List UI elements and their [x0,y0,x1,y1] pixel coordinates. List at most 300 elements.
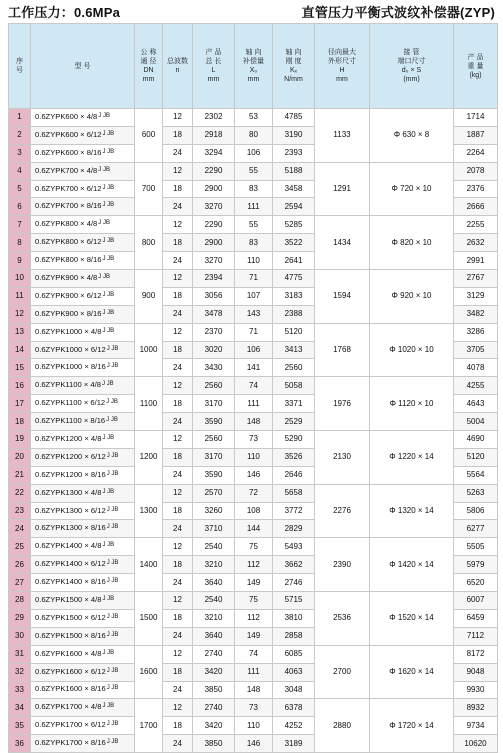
row-number: 19 [9,431,31,449]
axial-compensation: 75 [235,592,273,610]
wave-count: 12 [163,109,193,127]
model-suffix: J JB [106,560,119,567]
row-number: 11 [9,287,31,305]
model-name: 0.6ZYPK1300 × 6/12 [35,505,106,515]
row-number: 3 [9,144,31,162]
total-length: 3850 [193,681,235,699]
total-length: 3850 [193,735,235,753]
model-name: 0.6ZYPK1500 × 6/12 [35,612,106,622]
total-length: 2290 [193,162,235,180]
wave-count: 24 [163,413,193,431]
model-cell [31,663,135,681]
axial-stiffness: 6085 [273,645,315,663]
pipe-end-size: Φ 630 × 8 [370,109,454,163]
nominal-diameter: 1300 [135,484,163,538]
model-cell [31,252,135,270]
nominal-diameter: 1400 [135,538,163,592]
total-length: 2740 [193,699,235,717]
axial-stiffness: 3772 [273,502,315,520]
model-cell [31,681,135,699]
axial-compensation: 108 [235,502,273,520]
wave-count: 12 [163,216,193,234]
model-name: 0.6ZYPK1000 × 6/12 [35,344,106,354]
nominal-diameter: 1000 [135,323,163,377]
pipe-end-size: Φ 1620 × 14 [370,645,454,699]
axial-compensation: 110 [235,448,273,466]
model-suffix: J JB [106,345,119,352]
total-length: 3170 [193,395,235,413]
pipe-end-size: Φ 920 × 10 [370,270,454,324]
product-weight: 7112 [454,627,498,645]
radial-max-size: 1768 [315,323,370,377]
model-suffix: J JB [106,363,119,370]
pipe-end-size: Φ 1520 × 14 [370,592,454,646]
product-title: 直管压力平衡式波纹补偿器(ZYP) [301,5,495,20]
wave-count: 12 [163,323,193,341]
model-name: 0.6ZYPK1600 × 6/12 [35,666,106,676]
row-number: 26 [9,556,31,574]
header-line: X₀ [249,67,258,74]
axial-stiffness: 4063 [273,663,315,681]
model-name: 0.6ZYPK1700 × 6/12 [35,720,106,730]
model-cell [31,162,135,180]
model-cell [31,395,135,413]
axial-stiffness: 3190 [273,126,315,144]
working-pressure-title: 工作压力：0.6MPa [8,5,121,20]
model-cell [31,627,135,645]
total-length: 3170 [193,448,235,466]
axial-compensation: 111 [235,663,273,681]
radial-max-size: 2700 [315,645,370,699]
model-suffix: J JB [106,417,118,424]
row-number: 1 [9,109,31,127]
row-number: 32 [9,663,31,681]
axial-stiffness: 3371 [273,395,315,413]
model-name: 0.6ZYPK1400 × 4/8 [35,541,102,551]
radial-max-size: 2390 [315,538,370,592]
wave-count: 18 [163,126,193,144]
table-row [9,538,498,556]
product-weight: 4255 [454,377,498,395]
model-suffix: J JB [102,291,115,298]
wave-count: 12 [163,431,193,449]
row-number: 33 [9,681,31,699]
header-line: 接 管 [403,49,420,56]
header-col-model [31,24,135,109]
model-suffix: J JB [106,685,119,692]
model-suffix: J JB [102,488,115,495]
model-name: 0.6ZYPK1600 × 8/16 [35,684,106,694]
axial-stiffness: 2560 [273,359,315,377]
axial-compensation: 110 [235,717,273,735]
row-number: 12 [9,305,31,323]
axial-compensation: 83 [235,180,273,198]
model-cell [31,305,135,323]
total-length: 3020 [193,341,235,359]
model-name: 0.6ZYPK1400 × 8/16 [35,577,106,587]
axial-compensation: 83 [235,234,273,252]
nominal-diameter: 1200 [135,431,163,485]
wave-count: 24 [163,520,193,538]
product-weight: 2376 [454,180,498,198]
axial-compensation: 112 [235,556,273,574]
axial-compensation: 107 [235,287,273,305]
header-line: H [339,67,345,74]
total-length: 2900 [193,180,235,198]
model-suffix: J JB [106,721,119,728]
row-number: 29 [9,609,31,627]
product-weight: 4643 [454,395,498,413]
axial-compensation: 74 [235,377,273,395]
wave-count: 18 [163,180,193,198]
product-weight: 5004 [454,413,498,431]
axial-stiffness: 5058 [273,377,315,395]
header-line: 总 长 [205,58,222,65]
model-name: 0.6ZYPK900 × 8/16 [35,308,102,318]
row-number: 7 [9,216,31,234]
model-cell [31,431,135,449]
wave-count: 24 [163,305,193,323]
product-weight: 4690 [454,431,498,449]
model-name: 0.6ZYPK1500 × 8/16 [35,630,106,640]
table-row [9,109,498,127]
product-weight: 3705 [454,341,498,359]
axial-compensation: 148 [235,413,273,431]
axial-compensation: 112 [235,609,273,627]
header-line: N/mm [284,76,303,83]
spec-table [8,23,498,753]
row-number: 10 [9,270,31,288]
model-suffix: J JB [102,238,115,245]
axial-compensation: 55 [235,216,273,234]
row-number: 16 [9,377,31,395]
nominal-diameter: 1500 [135,592,163,646]
axial-stiffness: 3413 [273,341,315,359]
table-row [9,162,498,180]
total-length: 3270 [193,198,235,216]
header-line: 轴 向 [285,49,302,56]
model-name: 0.6ZYPK1300 × 8/16 [35,523,106,533]
product-weight: 5564 [454,466,498,484]
model-suffix: J JB [106,506,119,513]
axial-stiffness: 2529 [273,413,315,431]
axial-compensation: 71 [235,270,273,288]
wave-count: 18 [163,234,193,252]
model-name: 0.6ZYPK600 × 8/16 [35,147,102,157]
nominal-diameter: 900 [135,270,163,324]
model-cell [31,109,135,127]
radial-max-size: 1434 [315,216,370,270]
wave-count: 18 [163,609,193,627]
pipe-end-size: Φ 1720 × 14 [370,699,454,753]
wave-count: 12 [163,162,193,180]
product-weight: 2991 [454,252,498,270]
product-weight: 2666 [454,198,498,216]
row-number: 20 [9,448,31,466]
wave-count: 18 [163,717,193,735]
row-number: 13 [9,323,31,341]
model-name: 0.6ZYPK1300 × 4/8 [35,487,102,497]
header-line: 总波数 [167,58,188,65]
header-line: 轴 向 [245,49,262,56]
header-col-axial-comp [235,24,273,109]
header-line: (mm) [403,76,420,83]
nominal-diameter: 600 [135,109,163,163]
header-col-radial-size [315,24,370,109]
nominal-diameter: 800 [135,216,163,270]
wave-count: 12 [163,645,193,663]
model-cell [31,180,135,198]
header-col-no [9,24,31,109]
model-suffix: J JB [102,202,115,209]
model-suffix: J JB [102,703,115,710]
axial-compensation: 80 [235,126,273,144]
model-name: 0.6ZYPK1000 × 8/16 [35,362,106,372]
axial-compensation: 73 [235,431,273,449]
row-number: 15 [9,359,31,377]
wave-count: 18 [163,287,193,305]
axial-stiffness: 2746 [273,574,315,592]
header-line: 产 品 [205,49,222,56]
total-length: 3210 [193,556,235,574]
header-line: mm [142,76,155,83]
row-number: 17 [9,395,31,413]
model-cell [31,234,135,252]
nominal-diameter: 1700 [135,699,163,753]
axial-stiffness: 3458 [273,180,315,198]
model-suffix: J JB [98,220,110,227]
model-name: 0.6ZYPK1100 × 4/8 [35,380,101,390]
header-line: 补偿量 [243,58,264,65]
radial-max-size: 2536 [315,592,370,646]
wave-count: 18 [163,341,193,359]
product-weight: 6007 [454,592,498,610]
header-line: d₀ × S [401,67,422,74]
axial-compensation: 141 [235,359,273,377]
product-weight: 9734 [454,717,498,735]
product-weight: 1714 [454,109,498,127]
axial-compensation: 111 [235,198,273,216]
product-weight: 6277 [454,520,498,538]
wave-count: 24 [163,466,193,484]
wave-count: 18 [163,448,193,466]
row-number: 28 [9,592,31,610]
model-suffix: J JB [102,434,115,441]
wave-count: 24 [163,735,193,753]
header-line: 端口尺寸 [397,58,426,65]
model-cell [31,538,135,556]
total-length: 3420 [193,717,235,735]
header-line: 序 [16,58,23,65]
axial-stiffness: 3189 [273,735,315,753]
wave-count: 18 [163,502,193,520]
wave-count: 24 [163,198,193,216]
model-cell [31,323,135,341]
axial-compensation: 149 [235,627,273,645]
model-suffix: J JB [106,667,119,674]
model-name: 0.6ZYPK1200 × 4/8 [35,433,102,443]
header-line: 通 径 [140,58,157,65]
table-row [9,699,498,717]
header-line: mm [247,76,260,83]
axial-stiffness: 3183 [273,287,315,305]
row-number: 30 [9,627,31,645]
axial-stiffness: 5493 [273,538,315,556]
total-length: 2560 [193,431,235,449]
row-number: 34 [9,699,31,717]
axial-stiffness: 5290 [273,431,315,449]
header-line: 型 号 [74,62,91,70]
total-length: 3590 [193,466,235,484]
total-length: 2370 [193,323,235,341]
wave-count: 24 [163,252,193,270]
header-line: Kₓ [290,67,297,74]
axial-stiffness: 5715 [273,592,315,610]
axial-stiffness: 3048 [273,681,315,699]
product-weight: 9048 [454,663,498,681]
product-weight: 2264 [454,144,498,162]
total-length: 2302 [193,109,235,127]
row-number: 5 [9,180,31,198]
row-number: 9 [9,252,31,270]
pipe-end-size: Φ 820 × 10 [370,216,454,270]
axial-compensation: 111 [235,395,273,413]
model-name: 0.6ZYPK1200 × 6/12 [35,451,106,461]
table-row [9,270,498,288]
product-weight: 4078 [454,359,498,377]
model-cell [31,126,135,144]
axial-compensation: 55 [235,162,273,180]
wave-count: 18 [163,556,193,574]
product-weight: 8932 [454,699,498,717]
axial-stiffness: 5658 [273,484,315,502]
model-cell [31,287,135,305]
header-col-dn [135,24,163,109]
model-name: 0.6ZYPK900 × 6/12 [35,290,102,300]
header-line: mm [336,76,348,83]
row-number: 6 [9,198,31,216]
model-suffix: J JB [98,166,110,173]
nominal-diameter: 700 [135,162,163,216]
row-number: 27 [9,574,31,592]
nominal-diameter: 1100 [135,377,163,431]
total-length: 3210 [193,609,235,627]
model-name: 0.6ZYPK1400 × 6/12 [35,559,106,569]
header-col-length [193,24,235,109]
wave-count: 18 [163,395,193,413]
row-number: 18 [9,413,31,431]
model-cell [31,359,135,377]
axial-stiffness: 6378 [273,699,315,717]
model-suffix: J JB [101,381,114,388]
wave-count: 24 [163,574,193,592]
model-name: 0.6ZYPK1600 × 4/8 [35,648,102,658]
header-line: 号 [16,67,23,74]
model-name: 0.6ZYPK600 × 6/12 [35,129,102,139]
model-cell [31,484,135,502]
model-name: 0.6ZYPK900 × 4/8 [35,272,98,282]
model-cell [31,645,135,663]
product-weight: 5505 [454,538,498,556]
model-suffix: J JB [106,578,119,585]
total-length: 2290 [193,216,235,234]
model-suffix: J JB [106,739,119,746]
row-number: 4 [9,162,31,180]
axial-stiffness: 3522 [273,234,315,252]
wave-count: 12 [163,699,193,717]
model-name: 0.6ZYPK700 × 6/12 [35,183,102,193]
model-cell [31,717,135,735]
model-cell [31,502,135,520]
axial-compensation: 73 [235,699,273,717]
model-suffix: J JB [106,631,119,638]
model-name: 0.6ZYPK1700 × 8/16 [35,738,106,748]
row-number: 21 [9,466,31,484]
axial-compensation: 72 [235,484,273,502]
total-length: 3270 [193,252,235,270]
table-row [9,377,498,395]
table-body [9,109,498,753]
radial-max-size: 2880 [315,699,370,753]
table-header [9,24,498,109]
total-length: 3420 [193,663,235,681]
total-length: 3478 [193,305,235,323]
total-length: 3056 [193,287,235,305]
total-length: 2900 [193,234,235,252]
model-suffix: J JB [106,613,119,620]
model-suffix: J JB [102,148,115,155]
model-name: 0.6ZYPK700 × 8/16 [35,201,102,211]
product-weight: 3482 [454,305,498,323]
model-cell [31,466,135,484]
model-name: 0.6ZYPK1500 × 4/8 [35,594,102,604]
total-length: 2740 [193,645,235,663]
row-number: 23 [9,502,31,520]
model-cell [31,341,135,359]
axial-stiffness: 2594 [273,198,315,216]
product-weight: 2632 [454,234,498,252]
header-col-axial-stiff [273,24,315,109]
header-col-weight [454,24,498,109]
model-cell [31,413,135,431]
axial-compensation: 75 [235,538,273,556]
table-row [9,431,498,449]
model-cell [31,270,135,288]
total-length: 3710 [193,520,235,538]
axial-stiffness: 2858 [273,627,315,645]
total-length: 3640 [193,627,235,645]
header-col-pipe-size [370,24,454,109]
product-weight: 9930 [454,681,498,699]
total-length: 3430 [193,359,235,377]
radial-max-size: 1594 [315,270,370,324]
model-name: 0.6ZYPK1700 × 4/8 [35,702,102,712]
wave-count: 24 [163,359,193,377]
model-suffix: J JB [102,184,115,191]
header-line: DN [143,67,154,74]
radial-max-size: 2276 [315,484,370,538]
product-weight: 5263 [454,484,498,502]
pipe-end-size: Φ 1120 × 10 [370,377,454,431]
model-name: 0.6ZYPK1200 × 8/16 [35,469,106,479]
model-suffix: J JB [106,470,119,477]
model-suffix: J JB [106,399,118,406]
row-number: 22 [9,484,31,502]
axial-stiffness: 5120 [273,323,315,341]
model-cell [31,216,135,234]
row-number: 36 [9,735,31,753]
product-weight: 3286 [454,323,498,341]
